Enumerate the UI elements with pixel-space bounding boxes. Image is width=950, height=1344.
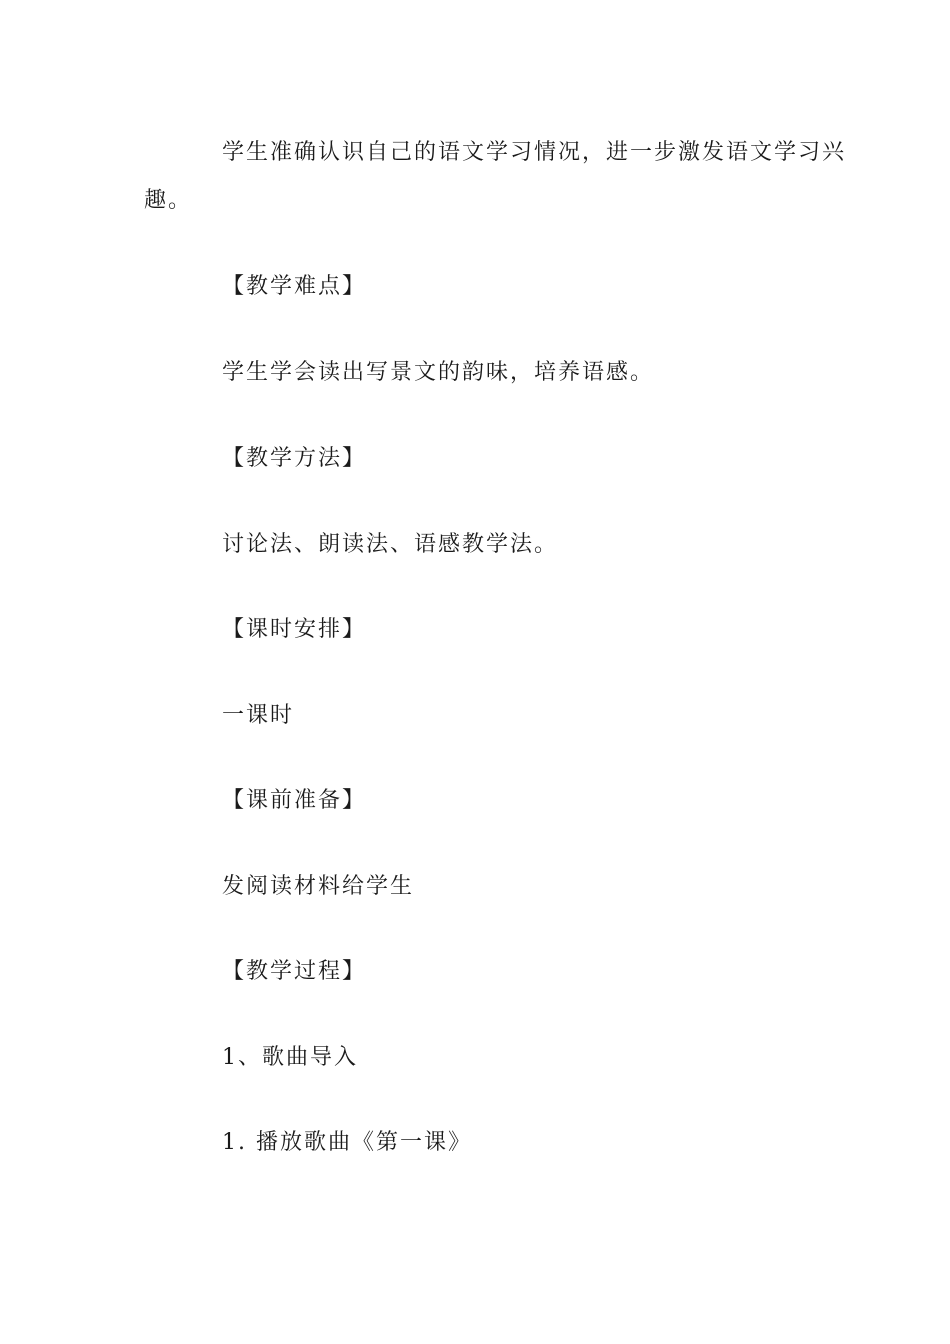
process-step-1: 1、歌曲导入 (222, 1045, 358, 1070)
section-text-difficulty: 学生学会读出写景文的韵味，培养语感。 (222, 360, 655, 385)
section-heading-method: 【教学方法】 (222, 446, 367, 471)
intro-paragraph-line-2: 趣。 (144, 188, 193, 213)
section-text-schedule: 一课时 (222, 703, 295, 728)
section-heading-prep: 【课前准备】 (222, 788, 367, 813)
section-text-method: 讨论法、朗读法、语感教学法。 (222, 532, 559, 557)
section-heading-process: 【教学过程】 (222, 959, 367, 984)
section-text-prep: 发阅读材料给学生 (222, 874, 415, 899)
section-heading-schedule: 【课时安排】 (222, 617, 367, 642)
intro-paragraph-line-1: 学生准确认识自己的语文学习情况，进一步激发语文学习兴 (222, 140, 847, 165)
process-step-1-sub: 1. 播放歌曲《第一课》 (222, 1130, 472, 1155)
section-heading-difficulty: 【教学难点】 (222, 274, 367, 299)
